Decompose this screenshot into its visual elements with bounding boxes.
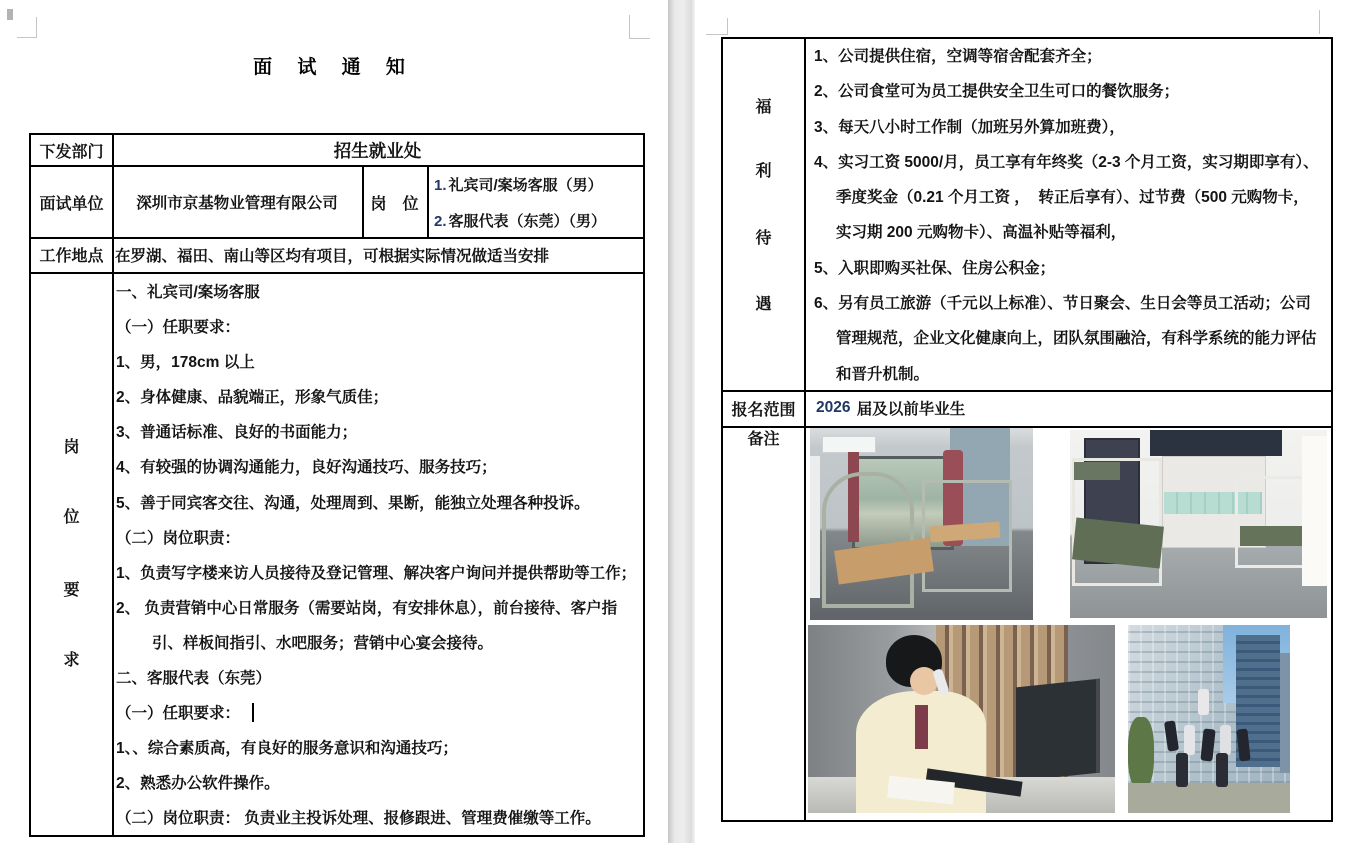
recep-tie xyxy=(915,705,928,749)
requirement-line: 2、 负责营销中心日常服务（需要站岗，有安排休息），前台接待、客户指 xyxy=(116,599,618,617)
dorm1-bunk-arched xyxy=(822,472,914,608)
table-line xyxy=(31,272,643,274)
welfare-text xyxy=(814,39,1331,392)
table-line xyxy=(804,39,806,820)
position-list xyxy=(434,168,643,240)
row-label-work-location: 工作地点 xyxy=(39,248,104,265)
team-person xyxy=(1216,753,1228,787)
requirement-line: 3、普通话标准、良好的书面能力； xyxy=(116,424,358,442)
welfare-line: 2、公司食堂可为员工提供安全卫生可口的餐饮服务； xyxy=(814,83,1180,101)
row-label-interview-unit: 面试单位 xyxy=(39,195,104,213)
team-planter xyxy=(1128,783,1290,813)
scope-value xyxy=(816,390,1316,426)
position-item xyxy=(434,204,643,240)
scope-year: 2026 xyxy=(816,399,851,416)
page-fragment-mark xyxy=(7,9,13,20)
team-person xyxy=(1164,720,1179,751)
table-line xyxy=(112,135,114,835)
welfare-line: 4、实习工资 5000/月，员工享有年终奖（2-3 个月工资，实习期即享有）、 xyxy=(814,153,1319,171)
requirement-line: 一、礼宾司/案场客服 xyxy=(116,284,260,301)
team-tower-edge xyxy=(1280,653,1290,773)
crop-mark-topleft-h xyxy=(17,37,37,38)
position-number: 2. xyxy=(434,213,447,230)
team-bush xyxy=(1128,717,1154,789)
crop-mark-topleft-h xyxy=(706,34,727,35)
dorm2-top-cabinet xyxy=(1150,430,1282,456)
dorm2-mattress-lower xyxy=(1072,518,1164,569)
work-location-value: 在罗湖、福田、南山等区均有项目，可根据实际情况做适当安排 xyxy=(115,247,550,265)
row-label-requirements-char: 要 xyxy=(63,582,80,599)
table-line xyxy=(427,165,429,239)
welfare-line: 5、入职即购买社保、住房公积金； xyxy=(814,259,1056,277)
row-label-requirements-char: 岗 xyxy=(63,439,80,456)
row-label-issuing-dept: 下发部门 xyxy=(39,143,104,161)
requirement-line: 4、有较强的协调沟通能力，良好沟通技巧、服务技巧； xyxy=(116,459,497,477)
row-label-welfare-char: 福 xyxy=(755,99,772,116)
team-person xyxy=(1198,689,1209,715)
welfare-table xyxy=(721,37,1333,822)
page-right[interactable] xyxy=(695,0,1354,843)
position-item xyxy=(434,168,643,204)
photo-dorm-green-mattresses xyxy=(1070,430,1327,618)
welfare-line: 6、另有员工旅游（千元以上标准）、节日聚会、生日会等员工活动；公司 xyxy=(814,295,1311,313)
requirement-line: 1、男，178cm 以上 xyxy=(116,354,255,372)
row-label-scope: 报名范围 xyxy=(731,401,796,419)
row-label-welfare-char: 遇 xyxy=(755,296,772,313)
requirement-line: 引、样板间指引、水吧服务；营销中心宴会接待。 xyxy=(152,634,494,652)
crop-mark-topright-v xyxy=(629,15,630,38)
welfare-line: 管理规范，企业文化健康向上，团队氛围融洽，有科学系统的能力评估 xyxy=(836,330,1317,348)
dorm2-mattress-upper xyxy=(1074,462,1120,480)
scope-rest: 届及以前毕业生 xyxy=(852,401,966,418)
photo-team-towers xyxy=(1128,625,1290,813)
crop-mark-topright-h xyxy=(629,38,650,39)
welfare-line: 和晋升机制。 xyxy=(836,365,930,383)
requirement-line: （一）任职要求： xyxy=(116,319,241,337)
row-label-welfare-char: 待 xyxy=(755,230,772,247)
requirement-line: 2、熟悉办公软件操作。 xyxy=(116,775,280,793)
recep-monitor xyxy=(1016,679,1100,782)
crop-mark-topleft-v xyxy=(36,17,37,37)
page-gap xyxy=(668,0,695,843)
position-text: 客服代表（东莞）（男） xyxy=(448,213,607,230)
team-person xyxy=(1220,725,1231,755)
welfare-line: 1、公司提供住宿，空调等宿舍配套齐全； xyxy=(814,48,1102,65)
requirement-line xyxy=(116,696,641,731)
requirement-line: （二）岗位职责： 负责业主投诉处理、报修跟进、管理费催缴等工作。 xyxy=(116,810,601,828)
welfare-line: 实习期 200 元购物卡）、高温补贴等福利， xyxy=(836,224,1127,242)
row-label-requirements-char: 位 xyxy=(63,509,80,526)
requirement-line: 1、、综合素质高，有良好的服务意识和沟通技巧； xyxy=(116,740,458,758)
issuing-dept-value: 招生就业处 xyxy=(333,140,422,161)
photo-receptionist xyxy=(808,625,1115,813)
text-cursor xyxy=(252,703,254,722)
requirement-line: 2、身体健康、品貌端正，形象气质佳； xyxy=(116,389,389,407)
row-label-post: 岗 位 xyxy=(370,195,419,213)
team-person xyxy=(1176,753,1188,787)
crop-mark-topright-v xyxy=(1319,10,1320,34)
row-label-welfare-char: 利 xyxy=(755,163,772,180)
document-title: 面 试 通 知 xyxy=(253,57,415,78)
team-person xyxy=(1184,725,1195,755)
requirement-line: 二、客服代表（东莞） xyxy=(116,670,272,688)
company-name: 深圳市京基物业管理有限公司 xyxy=(136,195,338,212)
crop-mark-topleft-v xyxy=(727,18,728,35)
row-label-requirements-char: 求 xyxy=(63,652,80,669)
interview-table xyxy=(29,133,645,837)
requirements-text xyxy=(116,275,641,837)
requirement-line: （二）岗位职责： xyxy=(116,529,241,547)
welfare-line: 季度奖金（0.21 个月工资 ， 转正后享有）、过节费（500 元购物卡， xyxy=(836,189,1309,207)
team-person xyxy=(1200,728,1215,761)
dorm1-white-curtain xyxy=(810,456,820,598)
dorm1-ac-unit xyxy=(822,436,876,453)
dorm2-bright-window xyxy=(1302,436,1327,586)
position-number: 1. xyxy=(434,177,447,194)
photo-dorm-red-curtains xyxy=(810,428,1033,620)
position-text: 礼宾司/案场客服（男） xyxy=(448,177,603,194)
requirement-line: 5、善于同宾客交往、沟通，处理周到、果断，能独立处理各种投诉。 xyxy=(116,494,590,512)
requirement-line-text: （一）任职要求： xyxy=(116,705,241,723)
row-label-notes: 备注 xyxy=(747,431,780,448)
welfare-line: 3、每天八小时工作制（加班另外算加班费）， xyxy=(814,118,1125,136)
page-left[interactable] xyxy=(0,0,668,843)
requirement-line: 1、负责写字楼来访人员接待及登记管理、解决客户询问并提供帮助等工作； xyxy=(116,564,637,582)
